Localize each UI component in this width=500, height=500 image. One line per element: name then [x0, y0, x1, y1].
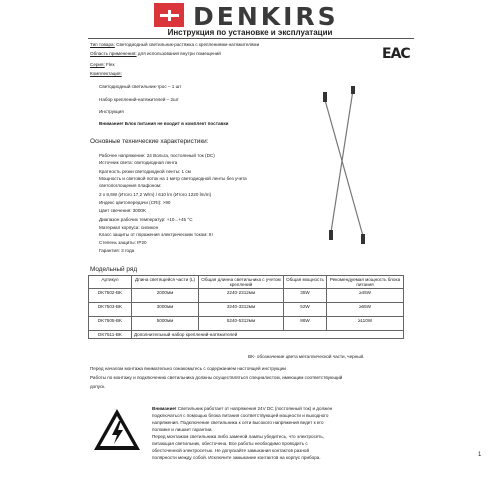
models-table	[88, 275, 404, 339]
kit-item: Набор креплений-натяжителей – 2шт	[99, 97, 179, 102]
product-type-line: Тип товара: Светодиодный светильник-растяжка с креплениями-натяжителями	[90, 42, 260, 47]
specs-heading: Основные технические характеристики:	[90, 138, 209, 145]
warning-line: подключаться с помощью блока питания соответствующей мощности и выходного	[152, 413, 329, 418]
warning-label: Внимание!	[152, 406, 177, 411]
spec-item: Кратность резки светодиодной ленты: 1 см	[99, 169, 191, 174]
product-illustration	[305, 86, 385, 246]
spec-item: Материал корпуса: силикон	[99, 225, 159, 230]
warning-line: Перед монтажом светильника либо заменой лампы убедитесь, что электросеть,	[152, 434, 325, 439]
spec-item: Источник света: светодиодная лента	[99, 160, 178, 165]
table-cell: DK7511-BK	[89, 331, 132, 339]
models-heading: Модельный ряд	[90, 266, 138, 273]
brand-name: DENKIRS	[193, 2, 339, 31]
warning-line: Внимание! Светильник работает от напряжения 24V DC (постоянный ток) и должен	[152, 406, 333, 411]
tensioner-top-right	[351, 86, 355, 94]
tensioner-top-left	[323, 92, 327, 102]
warning-line: поломке и лишает гарантии.	[152, 427, 213, 432]
table-row	[89, 317, 404, 331]
kit-label: Комплектация:	[90, 71, 122, 76]
table-cell: 86W	[284, 317, 327, 331]
table-row	[89, 289, 404, 303]
table-cell: 35W	[284, 289, 327, 303]
tensioner-bottom-right	[361, 234, 365, 244]
product-series-line: Серия: Flex	[90, 62, 115, 67]
tensioner-bottom-left	[329, 230, 333, 240]
product-scope-line: Область применения: для использования внутри помещений	[90, 51, 221, 56]
table-cell: 5000мм	[132, 317, 199, 331]
table-cell: 52W	[284, 303, 327, 317]
table-cell: 5240-5312мм	[199, 317, 284, 331]
table-footnote: BK- обозначение цвета металлической части, черный.	[248, 354, 365, 359]
page-number: 1	[478, 452, 482, 458]
note-line: Работы по монтажу и подключению светильника должны осуществляться специалистом, имеющим соответствующий	[90, 375, 343, 380]
spec-item: светопоглощения плафоном:	[99, 183, 162, 188]
warning-line: полярности между собой. Исключите замыкание контактов на корпус прибора.	[152, 455, 321, 460]
spec-item: Мощность и световой поток на 1 метр светодиодной ленты без учета	[99, 176, 247, 181]
table-cell: ≥110W	[327, 317, 404, 331]
table-cell: Дополнительный набор креплений-натяжителей	[132, 331, 404, 339]
table-cell: DK7503-BK	[89, 303, 132, 317]
eac-mark: EAC	[382, 46, 410, 62]
table-cell: 2000мм	[132, 289, 199, 303]
spec-item: Цвет свечения: 3000K	[99, 208, 147, 213]
column-header: Общая длинна светильника с учетом креплений	[199, 276, 284, 289]
table-row	[89, 331, 404, 339]
warning-line: питающая светильник, обесточена. Все работы необходимо проводить с	[152, 441, 308, 446]
spec-item: 2 х 8,6W (Итого 17,2 W/m) / 610 lm (Итого 1220 lm/m)	[99, 192, 212, 197]
spec-item: Гарантия: 3 года	[99, 248, 135, 253]
table-cell: DK7505-BK	[89, 317, 132, 331]
spec-item: Класс защиты от поражения электрическим током: III	[99, 232, 213, 237]
column-header: Рекомендуемая мощность блока питания	[327, 276, 404, 289]
table-row	[89, 303, 404, 317]
table-cell: 2240-2312мм	[199, 289, 284, 303]
kit-item: Светодиодный светильник-трос – 1 шт	[99, 84, 182, 89]
table-cell: ≥65W	[327, 303, 404, 317]
kit-note: Внимание! Блок питания не входит в комплект поставки	[99, 121, 229, 126]
table-cell: ≥45W	[327, 289, 404, 303]
column-header: Длина светящейся части (L)	[132, 276, 199, 289]
column-header: Общая мощность	[284, 276, 327, 289]
spec-item: Диапазон рабочих температур: +10...+45 °C	[99, 217, 193, 222]
spec-item: Степень защиты: IP20	[99, 240, 147, 245]
page-title: Инструкция по установке и эксплуатации	[167, 28, 333, 37]
warning-line: напряжения. Подключение светильника к сети высокого напряжения ведет к его	[152, 420, 324, 425]
kit-item: Инструкция	[99, 109, 124, 114]
table-header-row	[89, 276, 404, 289]
table-cell: DK7502-BK	[89, 289, 132, 303]
title-divider	[88, 38, 414, 39]
cable-line-right	[331, 90, 353, 232]
note-line: Перед началом монтажа внимательно ознакомьтесь с содержанием настоящей инструкции	[90, 366, 286, 371]
brand-flag-icon	[154, 3, 184, 27]
warning-icon	[93, 408, 141, 451]
warning-line: обесточенной электросетью. Не допускайте замыкания контактов разной	[152, 448, 310, 453]
spec-item: Индекс цветопередачи (CRI): >90	[99, 200, 171, 205]
spec-item: Рабочее напряжение: 24 Вольта, постоянный ток (DC)	[99, 153, 215, 158]
column-header: Артикул	[89, 276, 132, 289]
cable-line-left	[325, 100, 363, 236]
table-cell: 3240-3312мм	[199, 303, 284, 317]
table-cell: 3000мм	[132, 303, 199, 317]
note-line: допуск.	[90, 384, 106, 389]
